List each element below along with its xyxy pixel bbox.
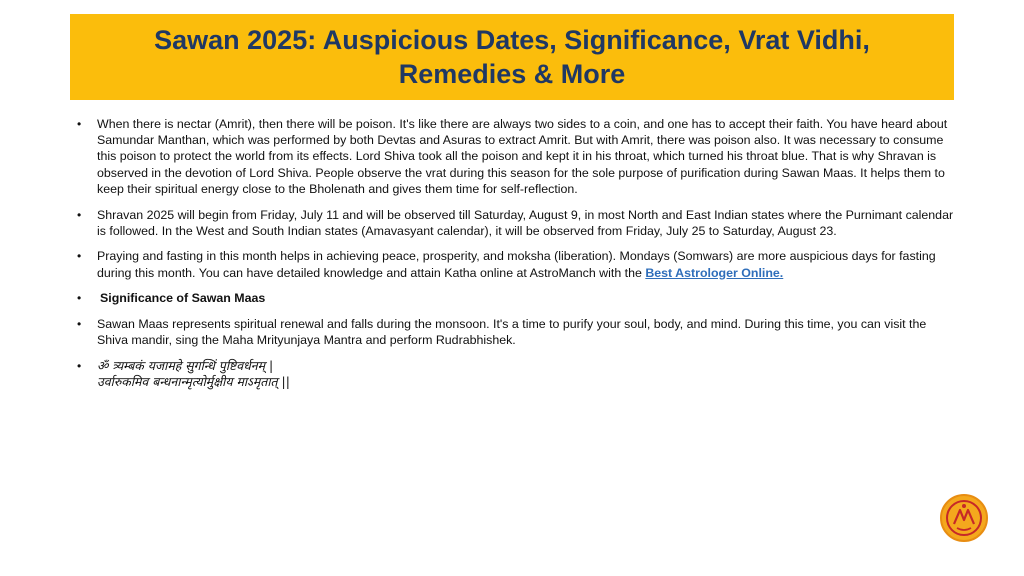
section-heading: Significance of Sawan Maas [100, 291, 266, 306]
list-item [74, 207, 954, 239]
list-item [74, 290, 954, 306]
bullet-dot: • [77, 207, 82, 222]
paragraph-shravan-dates: Shravan 2025 will begin from Friday, July 11 and will be observed till Saturday, August 9, in most North and East Indian states where the Purnimant calendar is followed. In the West and South Indian states (Amavasyant calendar), it will be observed from Friday, July 25 to Saturday, August 23. [97, 207, 954, 238]
bullet-dot: • [77, 317, 82, 332]
list-item [74, 316, 954, 348]
logo-mark-icon [942, 496, 986, 540]
mantra-line-1: ॐ त्र्यम्बकं यजामहे सुगन्धिं पुष्टिवर्धनम् | [97, 357, 274, 373]
page-title: Sawan 2025: Auspicious Dates, Significance, Vrat Vidhi, Remedies & More [154, 25, 870, 89]
mantra [97, 358, 954, 390]
bullet-dot: • [77, 117, 82, 131]
paragraph-praying-fasting: Praying and fasting in this month helps in achieving peace, prosperity, and moksha (liberation). Mondays (Somwars) are more auspicious days for fasting during this month. You can have detailed knowledge and attain Katha online at AstroManch with the [97, 249, 936, 280]
bullet-dot: • [77, 358, 82, 373]
bullet-dot: • [77, 291, 82, 306]
list-item [74, 248, 954, 280]
content-list [74, 116, 954, 400]
list-item [74, 358, 954, 390]
astromanch-logo-icon [940, 494, 988, 542]
bullet-dot: • [77, 249, 82, 264]
paragraph-samundar-manthan: When there is nectar (Amrit), then there will be poison. It's like there are always two sides to a coin, and one has to accept their faith. You have heard about Samundar Manthan, which was performed by both Devtas and Asuras to extract Amrit. But with Amrit, there was poison also. It was necessary to consume this poison to protect the world from its effects. Lord Shiva took all the poison and kept it in his throat, which turned his throat blue. That is why Shravan is observed in the devotion of Lord Shiva. People observe the vrat during this season for the sole purpose of purification during Sawan Maas. It helps them to keep their spiritual energy close to the Bholenath and gives them time for self-reflection. [97, 117, 948, 196]
best-astrologer-link[interactable]: Best Astrologer Online. [645, 265, 784, 280]
mantra-line-2: उर्वारुकमिव बन्धनान्मृत्योर्मुक्षीय माऽमृतात् || [97, 374, 290, 390]
list-item [74, 116, 954, 197]
title-banner [70, 14, 954, 100]
paragraph-significance: Sawan Maas represents spiritual renewal and falls during the monsoon. It's a time to purify your soul, body, and mind. During this time, you can visit the Shiva mandir, sing the Maha Mrityunjaya Mantra and perform Rudrabhishek. [97, 317, 927, 348]
